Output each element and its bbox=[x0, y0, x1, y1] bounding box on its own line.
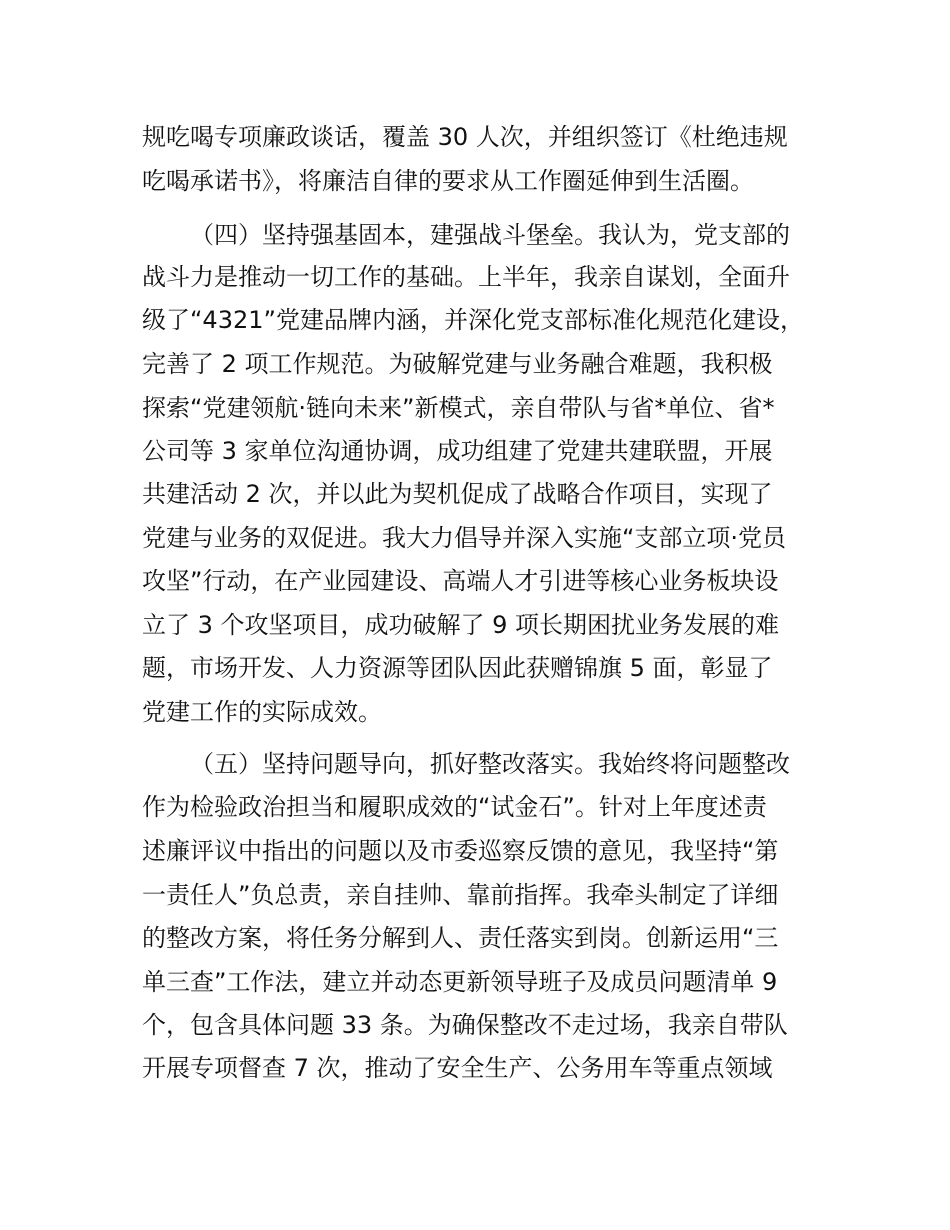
text-line: 作为检验政治担当和履职成效的“试金石”。针对上年度述责 bbox=[142, 793, 767, 821]
text-line: 党建工作的实际成效。 bbox=[142, 698, 382, 726]
text-line: 的整改方案，将任务分解到人、责任落实到岗。创新运用“三 bbox=[142, 924, 779, 952]
text-line: 一责任人”负总责，亲自挂帅、靠前指挥。我牵头制定了详细 bbox=[142, 881, 779, 909]
paragraph-start-line: （四）坚持强基固本，建强战斗堡垒。我认为，党支部的 bbox=[190, 221, 790, 249]
paragraph-start-line: （五）坚持问题导向，抓好整改落实。我始终将问题整改 bbox=[190, 750, 790, 778]
text-line: 吃喝承诺书》，将廉洁自律的要求从工作圈延伸到生活圈。 bbox=[142, 167, 754, 195]
text-line: 攻坚”行动，在产业园建设、高端人才引进等核心业务板块设 bbox=[142, 567, 779, 595]
text-line: 探索“党建领航·链向未来”新模式，亲自带队与省*单位、省* bbox=[142, 394, 775, 422]
text-line: 述廉评议中指出的问题以及市委巡察反馈的意见，我坚持“第 bbox=[142, 837, 779, 865]
text-line: 战斗力是推动一切工作的基础。上半年，我亲自谋划，全面升 bbox=[142, 263, 790, 291]
text-line: 公司等 3 家单位沟通协调，成功组建了党建共建联盟，开展 bbox=[142, 437, 773, 465]
text-line: 个，包含具体问题 33 条。为确保整改不走过场，我亲自带队 bbox=[142, 1011, 788, 1039]
text-line: 共建活动 2 次，并以此为契机促成了战略合作项目，实现了 bbox=[142, 480, 773, 508]
text-line: 单三查”工作法，建立并动态更新领导班子及成员问题清单 9 bbox=[142, 968, 778, 996]
text-line: 完善了 2 项工作规范。为破解党建与业务融合难题，我积极 bbox=[142, 350, 773, 378]
text-line: 立了 3 个攻坚项目，成功破解了 9 项长期困扰业务发展的难 bbox=[142, 611, 780, 639]
text-line: 党建与业务的双促进。我大力倡导并深入实施“支部立项·党员 bbox=[142, 524, 787, 552]
text-line: 开展专项督查 7 次，推动了安全生产、公务用车等重点领域 bbox=[142, 1054, 773, 1082]
text-line: 题，市场开发、人力资源等团队因此获赠锦旗 5 面，彰显了 bbox=[142, 654, 773, 682]
text-line: 级了“4321”党建品牌内涵，并深化党支部标准化规范化建设， bbox=[142, 306, 804, 334]
text-line: 规吃喝专项廉政谈话，覆盖 30 人次，并组织签订《杜绝违规 bbox=[142, 123, 788, 151]
